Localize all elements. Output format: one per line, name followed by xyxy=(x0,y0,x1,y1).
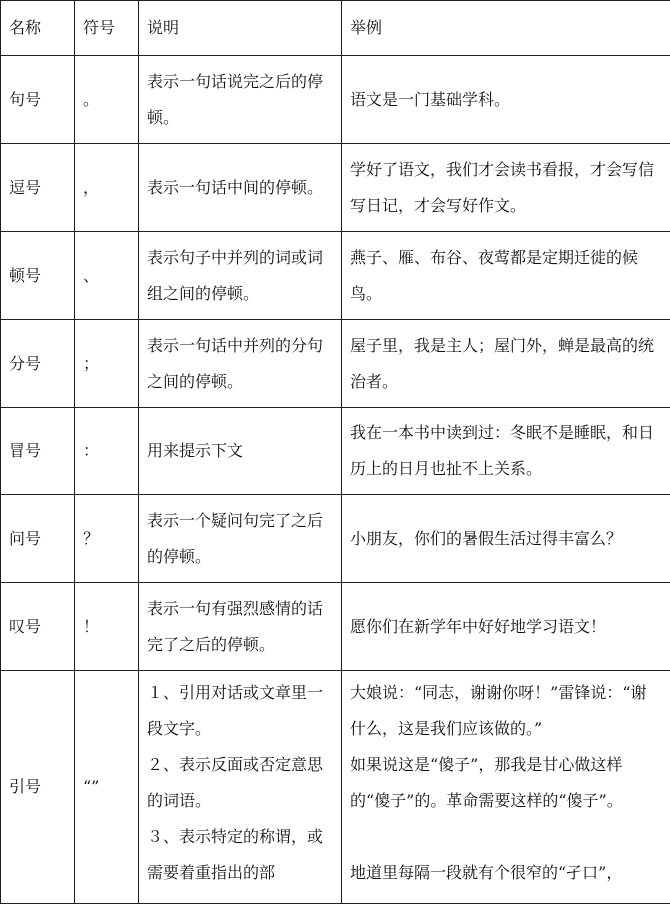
description-item: １、引用对话或文章里一段文字。 xyxy=(147,675,333,747)
description-cell: 表示一个疑问句完了之后的停顿。 xyxy=(139,495,342,583)
description-cell: 表示一句有强烈感情的话完了之后的停顿。 xyxy=(139,583,342,671)
symbol-cell: ！ xyxy=(75,583,139,671)
header-row xyxy=(1,1,670,56)
description-cell: 用来提示下文 xyxy=(139,408,342,495)
table-row xyxy=(1,671,670,904)
name-cell: 逗号 xyxy=(1,144,75,232)
description-cell xyxy=(139,671,342,904)
example-item: 如果说这是“傻子”，那我是甘心做这样的“傻子”的。革命需要这样的“傻子”。 xyxy=(350,747,662,819)
header-symbol: 符号 xyxy=(75,1,139,56)
description-item: ２、表示反面或否定意思的词语。 xyxy=(147,747,333,819)
name-cell: 冒号 xyxy=(1,408,75,495)
example-item: 大娘说：“同志，谢谢你呀！”雷锋说：“谢什么，这是我们应该做的。” xyxy=(350,675,662,747)
example-cell: 小朋友，你们的暑假生活过得丰富么？ xyxy=(342,495,670,583)
table-row xyxy=(1,408,670,495)
description-cell: 表示句子中并列的词或词组之间的停顿。 xyxy=(139,232,342,320)
header-example: 举例 xyxy=(342,1,670,56)
name-cell: 叹号 xyxy=(1,583,75,671)
example-cell: 我在一本书中读到过：冬眠不是睡眠，和日历上的日月也扯不上关系。 xyxy=(342,408,670,495)
table-row xyxy=(1,583,670,671)
description-cell: 表示一句话中间的停顿。 xyxy=(139,144,342,232)
example-cell: 燕子、雁、布谷、夜莺都是定期迁徙的候鸟。 xyxy=(342,232,670,320)
symbol-cell: ？ xyxy=(75,495,139,583)
symbol-cell: ， xyxy=(75,144,139,232)
description-item: ３、表示特定的称谓，或需要着重指出的部 xyxy=(147,819,333,891)
symbol-cell: “” xyxy=(75,671,139,904)
table-row xyxy=(1,144,670,232)
example-cell xyxy=(342,671,670,904)
name-cell: 问号 xyxy=(1,495,75,583)
header-name: 名称 xyxy=(1,1,75,56)
description-cell: 表示一句话说完之后的停顿。 xyxy=(139,56,342,144)
table-row xyxy=(1,320,670,408)
symbol-cell: 、 xyxy=(75,232,139,320)
table-row xyxy=(1,495,670,583)
symbol-cell: ； xyxy=(75,320,139,408)
example-cell: 屋子里，我是主人；屋门外，蝉是最高的统治者。 xyxy=(342,320,670,408)
name-cell: 引号 xyxy=(1,671,75,904)
name-cell: 分号 xyxy=(1,320,75,408)
example-cell: 语文是一门基础学科。 xyxy=(342,56,670,144)
example-cell: 愿你们在新学年中好好地学习语文！ xyxy=(342,583,670,671)
table-row xyxy=(1,232,670,320)
name-cell: 顿号 xyxy=(1,232,75,320)
header-description: 说明 xyxy=(139,1,342,56)
symbol-cell: 。 xyxy=(75,56,139,144)
description-cell: 表示一句话中并列的分句之间的停顿。 xyxy=(139,320,342,408)
name-cell: 句号 xyxy=(1,56,75,144)
symbol-cell: ： xyxy=(75,408,139,495)
table-row xyxy=(1,56,670,144)
example-cell: 学好了语文，我们才会读书看报，才会写信写日记，才会写好作文。 xyxy=(342,144,670,232)
example-item: 地道里每隔一段就有个很窄的“孑口”， xyxy=(350,855,662,891)
